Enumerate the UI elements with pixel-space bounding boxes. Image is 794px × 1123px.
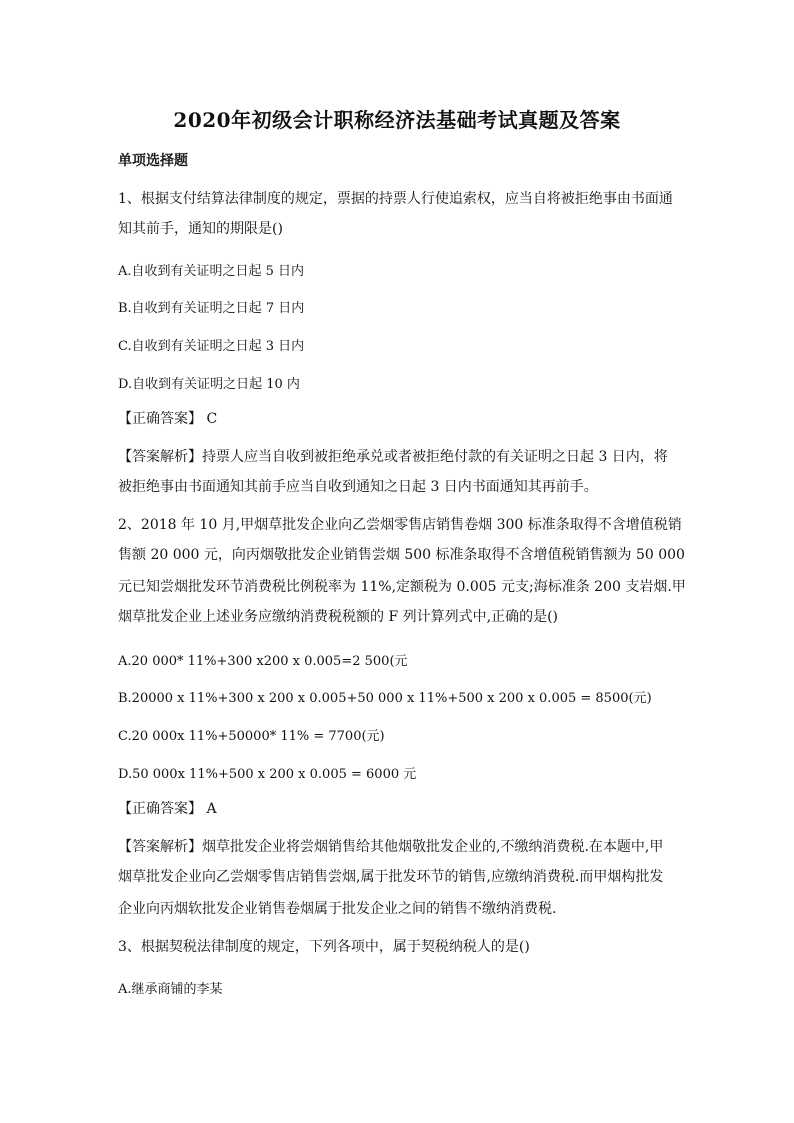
- q3-option-a: A.继承商铺的李某: [118, 982, 223, 997]
- analysis-text: 烟草批发企业将尝烟销售给其他烟敬批发企业的,不缴纳消费税.在本题中,甲: [202, 839, 664, 855]
- q1-option-a: A.自收到有关证明之日起 5 日内: [118, 264, 305, 279]
- q1-analysis-line1: [118, 442, 678, 472]
- q1-option-c: C.自收到有关证明之日起 3 日内: [118, 339, 305, 354]
- q2-analysis-line2: 烟草批发企业向乙尝烟零售店销售尝烟,属于批发环节的销售,应缴纳消费税.而甲烟构批发: [118, 869, 664, 885]
- q2-analysis-line3: 企业向丙烟软批发企业销售卷烟属于批发企业之间的销售不缴纳消费税.: [118, 901, 557, 917]
- q1-option-b: B.自收到有关证明之日起 7 日内: [118, 301, 305, 316]
- answer-value: A: [206, 801, 217, 817]
- q2-option-b: B.20000 x 11%+300 x 200 x 0.005+50 000 x 11%+500 x 200 x 0.005 = 8500(元): [118, 691, 652, 706]
- q1-answer: [118, 404, 678, 434]
- q2-stem-line2: 售额 20 000 元，向丙烟敬批发企业销售尝烟 500 标准条取得不含增值税销售额为 50 000: [118, 547, 685, 563]
- q2-analysis-line1: [118, 832, 678, 862]
- q2-stem-line4: 烟草批发企业上述业务应缴纳消费税税额的 F 列计算列式中,正确的是(): [118, 609, 558, 625]
- q1-analysis-line2: 被拒绝事由书面通知其前手应当自收到通知之日起 3 日内书面通知其再前手。: [118, 479, 598, 495]
- q3-stem-line1: 3、根据契税法律制度的规定，下列各项中，属于契税纳税人的是(): [118, 939, 530, 955]
- answer-label: 【正确答案】: [118, 411, 202, 427]
- answer-label: 【正确答案】: [118, 801, 202, 817]
- analysis-label: 【答案解析】: [118, 449, 202, 465]
- document-title: 2020年初级会计职称经济法基础考试真题及答案: [173, 108, 621, 132]
- q2-stem-line1: 2、2018 年 10 月,甲烟草批发企业向乙尝烟零售店销售卷烟 300 标准条取得不含增值税销: [118, 517, 682, 533]
- answer-value: C: [206, 411, 218, 427]
- q2-stem-line3: 元已知尝烟批发环节消费税比例税率为 11%,定额税为 0.005 元支;海标准条 200 支岩烟.甲: [118, 579, 686, 595]
- q1-option-d: D.自收到有关证明之日起 10 内: [118, 377, 300, 392]
- q2-option-a: A.20 000* 11%+300 x200 x 0.005=2 500(元: [118, 654, 408, 669]
- analysis-label: 【答案解析】: [118, 839, 202, 855]
- q1-stem-line2: 知其前手，通知的期限是(): [118, 221, 283, 237]
- q2-option-c: C.20 000x 11%+50000* 11% = 7700(元): [118, 729, 385, 744]
- section-heading: 单项选择题: [118, 153, 188, 169]
- analysis-text: 持票人应当自收到被拒绝承兑或者被拒绝付款的有关证明之日起 3 日内，将: [202, 449, 668, 465]
- q2-option-d: D.50 000x 11%+500 x 200 x 0.005 = 6000 元: [118, 767, 417, 782]
- q2-answer: [118, 794, 678, 824]
- q1-stem-line1: 1、根据支付结算法律制度的规定，票据的持票人行使追索权，应当自将被拒绝事由书面通: [118, 191, 673, 207]
